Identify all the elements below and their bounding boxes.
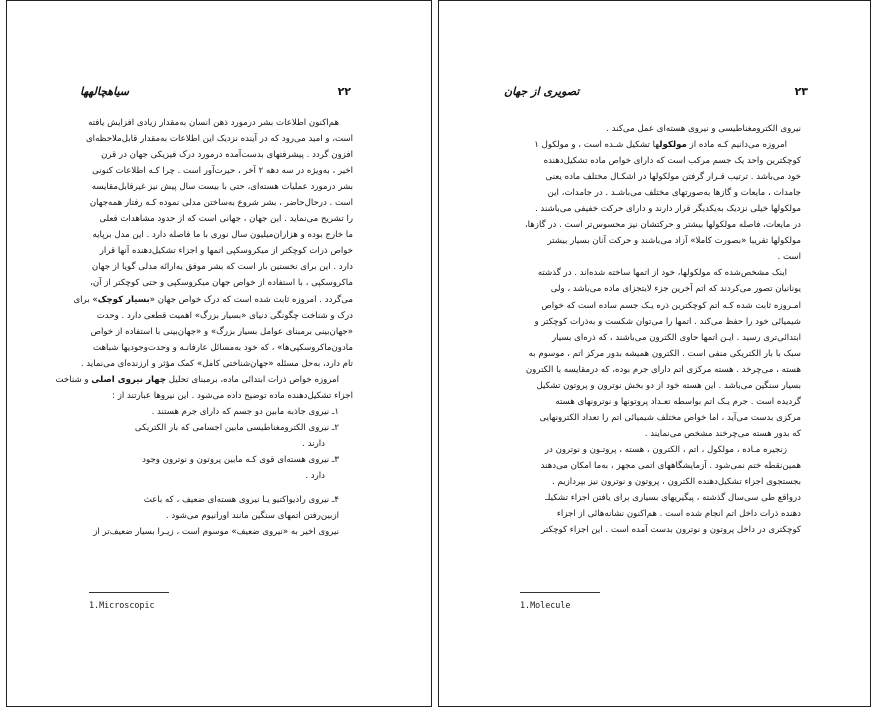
text-line: همین‌نقطه ختم نمی‌شود . آزمایشگاههای اتمی مجهز ، به‌ما امکان می‌دهند	[540, 460, 801, 471]
footnote: 1.Molecule	[520, 600, 571, 610]
bold-term: مولکول	[659, 140, 687, 151]
text-line: کوچکترین واحد یک جسم مرکب است که دارای خواص ماده تشکیل‌دهنده	[543, 156, 801, 167]
text-line: مرکزی بدست می‌آید ، اما خواص مختلف شیمیائی اتم را تعداد الکترونهایی	[539, 412, 801, 423]
bold-term: بسیار کوچک	[97, 294, 150, 305]
text-line: افزون گردد . پیشرفتهای بدست‌آمده درمورد درک فیزیکی جهان در قرن	[101, 150, 353, 161]
text-line: گردیده است . جرم یـک اتم بواسطه تعـداد پروتونها و نوترونهای هسته	[555, 396, 801, 407]
page-number: ۲۲	[337, 85, 351, 98]
text-line: شیمیائی خود را حفظ می‌کند . اتمها را می‌توان شکست و به‌ذرات کوچکتر و	[534, 316, 801, 327]
text-line	[81, 484, 353, 492]
footnote-divider	[520, 592, 600, 593]
text-line: هم‌اکنون اطلاعات بشر درمورد ذهن انسان به‌مقدار زیادی افزایش یافته	[88, 118, 339, 128]
text-line: اینک مشخص‌شده که مولکولها، خود از اتمها ساخته شده‌اند . در گذشته	[537, 268, 787, 279]
bold-term: چهار نیروی اصلی	[91, 374, 167, 385]
text-line: که بدور هسته می‌چرخند مشخص می‌نمایند .	[644, 428, 801, 439]
text-line: مولکولها خیلی نزدیک به‌یکدیگر قرار دارند و دارای حرکت خفیفی می‌باشند .	[534, 204, 801, 215]
text-line: درواقع طی سی‌سال گذشته ، پیگیریهای بسیاری برای یافتن اجزاء تشکیلـ	[545, 493, 801, 504]
text-line: است .	[777, 252, 801, 263]
text-line: دهنده ذرات داخل اتم انجام شده است . هم‌اکنون نشانه‌هائی از اجزاء	[556, 509, 801, 520]
text-line: بشر درمورد عملیات هسته‌ای، حتی با بیست سال پیش نیز غیرقابل‌مقایسه	[91, 182, 353, 193]
text-line: «جهان‌بینی برمبنای عوامل بسیار بزرگ» و «جهان‌بینی با استفاده از خواص	[90, 326, 353, 337]
text-line: ماکروسکپی ، با استفاده از خواص جهان میکروسکپی و حتی کوچکتر از آن،	[90, 278, 353, 289]
text-line: است . درحال‌حاضر ، بشر شروع به‌ساختن مدلی نموده کـه رفتار همه‌جهان	[89, 198, 353, 209]
text-line: بسیار سنگین می‌باشد . این هسته خود از دو بخش نوترون و پروتون تشکیل	[536, 380, 801, 391]
running-title: تصویری از جهان	[504, 85, 580, 98]
text-line: جامدات ، مایعات و گازها به‌صورتهای مختلف می‌باشـد . در جامدات، این	[547, 188, 801, 199]
text-line: زنجیره مـاده ، مولکول ، اتم ، الکترون ، هسته ، پروتـون و نوترون در	[544, 444, 787, 455]
text-line: بجستجوی اجزاء تشکیل‌دهنده الکترون ، پروتون و نوترون نیز بپردازیم .	[552, 477, 801, 488]
left-page-body	[55, 115, 353, 540]
text-line: نیروی الکترومغناطیسی و نیروی هسته‌ای عمل می‌کند .	[606, 124, 801, 134]
text-line: سبک با بار الکتریکی منفی است . الکترون همیشه بدور مرکز اتم ، موسوم به	[528, 348, 801, 359]
text-line: ازبین‌رفتن اتمهای سنگین مانند اورانیوم می‌شود .	[165, 511, 339, 522]
text-line: ۴ـ نیروی رادیواکتیو یـا نیروی هسته‌ای ضعیف ، که باعث	[143, 495, 339, 506]
text-line: را تشریح می‌نماید . این جهان ، جهانی است که از حدود مشاهدات فعلی	[99, 214, 353, 225]
text-line: درک و شناخت چگونگی دنیای «بسیار بزرگ» اهمیت قطعی دارد . وحدت	[96, 310, 353, 321]
text-line: امروزه خواص ذرات ابتدائی ماده، برمبنای تحلیل چهار نیروی اصلی و شناخت	[55, 374, 339, 385]
text-line: خود می‌باشد . ترتیب قـرار گرفتن مولکولها در اشکـال مختلف ماده یعنی	[545, 172, 801, 183]
footnote-divider	[89, 592, 169, 593]
text-line: خواص ذرات کوچکتر از میکروسکپی اتمها و اجزاء تشکیل‌دهنده آنها قرار	[99, 246, 353, 257]
text-line: کوچکتری در داخل پروتون و نوترون بدست آمده است . این اجزاء کوچکتر	[541, 525, 801, 536]
text-line: است، و امید می‌رود که در آینده نزدیک این اطلاعات به‌مقدار قابل‌ملاحظه‌ای	[85, 134, 353, 145]
text-line: دارد . این برای نخستین بار است که بشر موفق به‌ارائه مدلی گویا از جهان	[91, 262, 353, 273]
text-line: مادون‌ماکروسکپی‌ها» ، که خود به‌مسائل عارفانـه و وحدت‌وجودیها شباهت	[93, 342, 353, 353]
text-line: ۱ـ نیروی جاذبه مابین دو جسم که دارای جرم هستند .	[151, 406, 339, 417]
running-title: سیاهچالهها	[80, 85, 129, 98]
text-line: دارند .	[302, 438, 325, 449]
text-line: نیروی اخیر به «نیروی ضعیف» موسوم است ، زیـرا بسیار ضعیف‌تر از	[93, 527, 339, 538]
text-line: امروزه می‌دانیم کـه ماده از مولکولها تشکیل شـده است ، و مولکول ۱	[534, 140, 787, 151]
text-line: اخیر ، به‌ویژه در سه دهه ۲ آخر ، حیرت‌آور است . چرا کـه اطلاعات کنونی	[92, 166, 353, 177]
text-line: ما خارج بوده و هزاران‌میلیون سال نوری با ما فاصله دارد . این مدل برپایه	[92, 230, 353, 241]
text-line: ۲ـ نیروی الکترومغناطیسی مابین اجسامی که بار الکتریکی	[134, 422, 339, 433]
text-line: می‌گردد . امروزه ثابت شده است که درک خواص جهان «بسیار کوچک» برای	[73, 294, 353, 305]
text-line: هسته ، می‌چرخد . هسته مرکزی اتم دارای جرم بوده، که درمقایسه با الکترون	[525, 364, 801, 375]
text-line: مولکولها تقریبا «بصورت کاملا» آزاد می‌باشند و حرکت آنان بسیار بیشتر	[547, 236, 801, 247]
text-line: ۳ـ نیروی هسته‌ای قوی کـه مابین پروتون و نوترون وجود	[142, 454, 339, 465]
right-page-body	[509, 121, 801, 538]
text-line: دارد .	[305, 471, 325, 482]
text-line: یونانیان تصور می‌کردند که اتم آخرین جزء لایتجزای ماده می‌باشد ، ولی	[550, 284, 801, 295]
text-line: در مایعات، فاصله مولکولها بیشتر و حرکتشان نیز محسوس‌تر است . در گازها،	[524, 220, 801, 231]
text-line: تام دارد، به‌حل مسئله «جهان‌شناختی کامل» کمک مؤثر و ارزنده‌ای می‌نماید .	[80, 358, 353, 369]
text-line: اجزاء تشکیل‌دهنده ماده توضیح داده می‌شود . این نیروها عبارتند از :	[112, 390, 353, 401]
footnote: 1.Microscopic	[89, 600, 155, 610]
text-line: ابتدائی‌تری رسید . ایـن اتمها حاوی الکترون می‌باشند ، که ذره‌ای بسیار	[551, 332, 801, 343]
page-number: ۲۳	[794, 85, 808, 98]
right-page-header	[504, 85, 808, 99]
left-page	[6, 0, 432, 707]
text-line: امـروزه ثابت شده کـه اتم کوچکترین ذره یـک جسم ساده است که خواص	[541, 300, 801, 311]
left-page-header	[80, 85, 351, 99]
right-page	[438, 0, 871, 707]
